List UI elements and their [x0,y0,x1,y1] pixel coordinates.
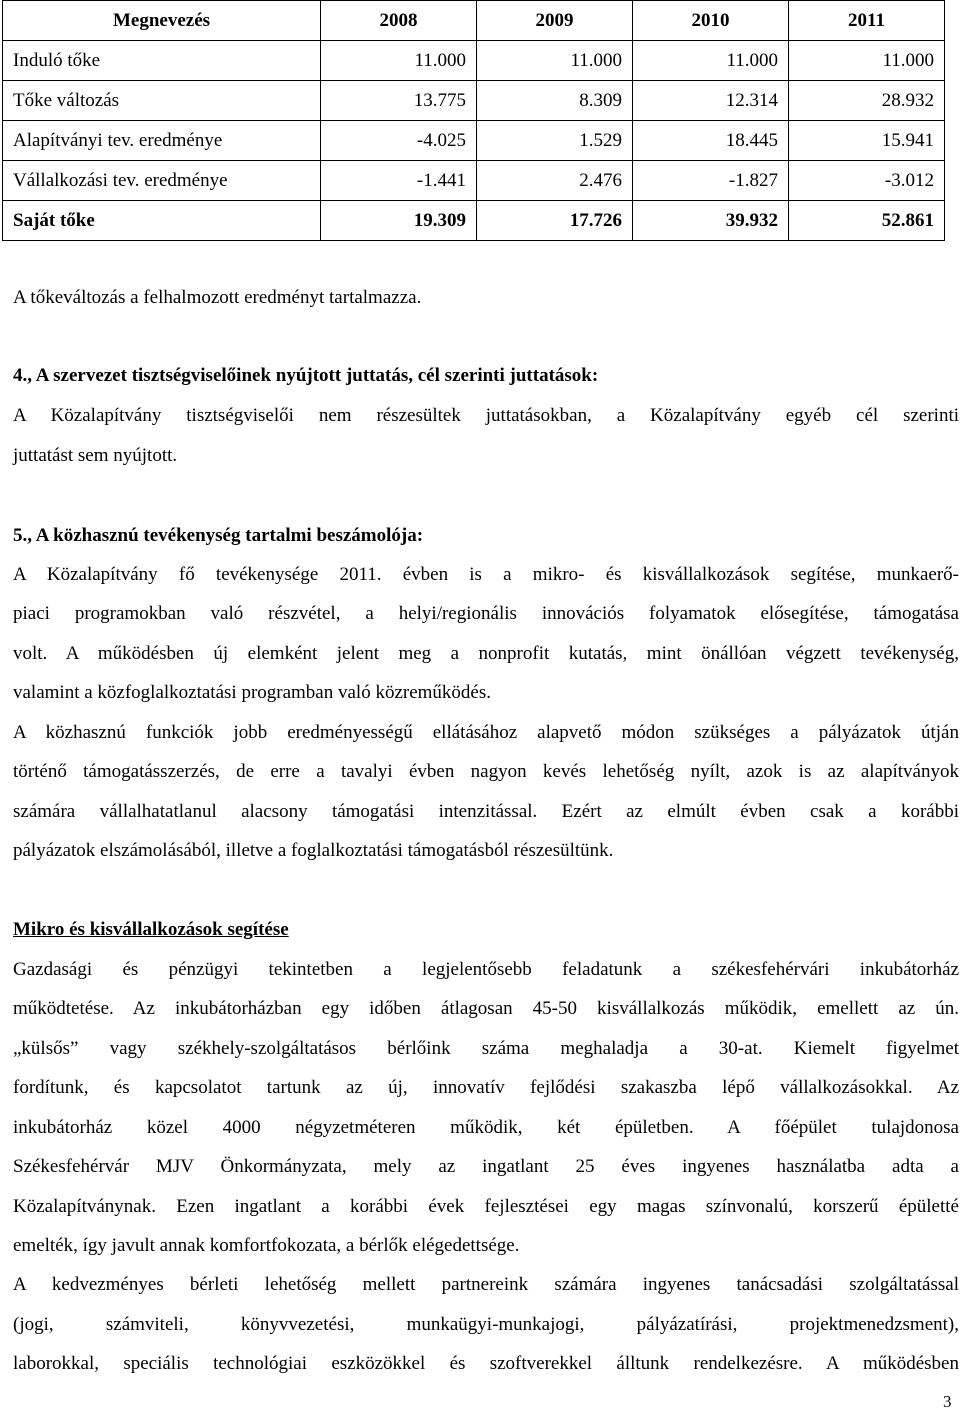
row-label: Induló tőke [3,41,321,81]
table-cell: 11.000 [477,41,633,81]
paragraph-line: A Közalapítvány fő tevékenysége 2011. évben is a mikro- és kisvállalkozások segítése, munkaerő- [13,564,959,585]
row-label: Tőke változás [3,81,321,121]
paragraph-line: A kedvezményes bérleti lehetőség mellett partnereink számára ingyenes tanácsadási szolgáltatással [13,1274,959,1295]
paragraph-line: pályázatok elszámolásából, illetve a foglalkoztatási támogatásból részesültünk. [13,840,614,861]
row-label: Saját tőke [3,201,321,241]
table-cell: 2.476 [477,161,633,201]
paragraph-line: A Közalapítvány tisztségviselői nem részesültek juttatásokban, a Közalapítvány egyéb cél szerinti [13,405,959,426]
table-cell: 28.932 [789,81,945,121]
table-cell: -1.441 [321,161,477,201]
paragraph-line: inkubátorház közel 4000 négyzetméteren működik, két épületben. A főépület tulajdonosa [13,1117,959,1138]
table-note: A tőkeváltozás a felhalmozott eredményt tartalmazza. [13,287,422,308]
row-label: Vállalkozási tev. eredménye [3,161,321,201]
paragraph-line: laborokkal, speciális technológiai eszközökkel és szoftverekkel álltunk rendelkezésre. A működésben [13,1353,959,1374]
table-cell: 39.932 [633,201,789,241]
table-row [3,121,945,161]
header-cell: 2011 [789,1,945,41]
header-cell: 2010 [633,1,789,41]
mikro-heading: Mikro és kisvállalkozások segítése [13,919,289,940]
header-cell: Megnevezés [3,1,321,41]
paragraph-line: A közhasznú funkciók jobb eredményességű ellátásához alapvető módon szükséges a pályázatok útján [13,722,959,743]
table-cell: 19.309 [321,201,477,241]
paragraph-line: Székesfehérvár MJV Önkormányzata, mely az ingatlant 25 éves ingyenes használatba adta a [13,1156,959,1177]
section-4-heading: 4., A szervezet tisztségviselőinek nyújtott juttatás, cél szerinti juttatások: [13,365,599,386]
table-cell: 17.726 [477,201,633,241]
table-row-total [3,201,945,241]
table-cell: 12.314 [633,81,789,121]
paragraph-line: emelték, így javult annak komfortfokozata, a bérlők elégedettsége. [13,1235,520,1256]
table-cell: -3.012 [789,161,945,201]
table-cell: 52.861 [789,201,945,241]
financial-table [2,0,945,241]
header-cell: 2008 [321,1,477,41]
table-cell: 18.445 [633,121,789,161]
table-cell: 13.775 [321,81,477,121]
paragraph-line: piaci programokban való részvétel, a helyi/regionális innovációs folyamatok elősegítése, támogatása [13,603,959,624]
paragraph-line: számára vállalhatatlanul alacsony támogatási intenzitással. Ezért az elmúlt évben csak a korábbi [13,801,959,822]
section-5-heading: 5., A közhasznú tevékenység tartalmi beszámolója: [13,525,424,546]
paragraph-line: fordítunk, és kapcsolatot tartunk az új, innovatív fejlődési szakaszba lépő vállalkozásokkal. Az [13,1077,959,1098]
table-row [3,41,945,81]
paragraph-line: (jogi, számviteli, könyvvezetési, munkaügyi-munkajogi, pályázatírási, projektmenedzsment), [13,1314,959,1335]
paragraph-line: volt. A működésben új elemként jelent meg a nonprofit kutatás, mint önállóan végzett tevékenység, [13,643,959,664]
table-cell: 8.309 [477,81,633,121]
paragraph-line: juttatást sem nyújtott. [13,445,178,466]
table-header-row [3,1,945,41]
table-row [3,81,945,121]
paragraph-line: valamint a közfoglalkoztatási programban való közreműködés. [13,682,492,703]
page-number: 3 [943,1392,952,1411]
header-cell: 2009 [477,1,633,41]
paragraph-line: Közalapítványnak. Ezen ingatlant a korábbi évek fejlesztései egy magas színvonalú, korszerű épületté [13,1196,959,1217]
paragraph-line: működtetése. Az inkubátorházban egy időben átlagosan 45-50 kisvállalkozás működik, emellett az ún. [13,998,959,1019]
table-cell: 1.529 [477,121,633,161]
table-cell: 11.000 [321,41,477,81]
table-cell: 15.941 [789,121,945,161]
table-row [3,161,945,201]
paragraph-line: Gazdasági és pénzügyi tekintetben a legjelentősebb feladatunk a székesfehérvári inkubátorház [13,959,959,980]
table-cell: -1.827 [633,161,789,201]
table-cell: 11.000 [789,41,945,81]
paragraph-line: „külsős” vagy székhely-szolgáltatásos bérlőink száma meghaladja a 30-at. Kiemelt figyelmet [13,1038,959,1059]
table-cell: 11.000 [633,41,789,81]
table-cell: -4.025 [321,121,477,161]
paragraph-line: történő támogatásszerzés, de erre a tavalyi évben nagyon kevés lehetőség nyílt, azok is az alapítványok [13,761,959,782]
row-label: Alapítványi tev. eredménye [3,121,321,161]
